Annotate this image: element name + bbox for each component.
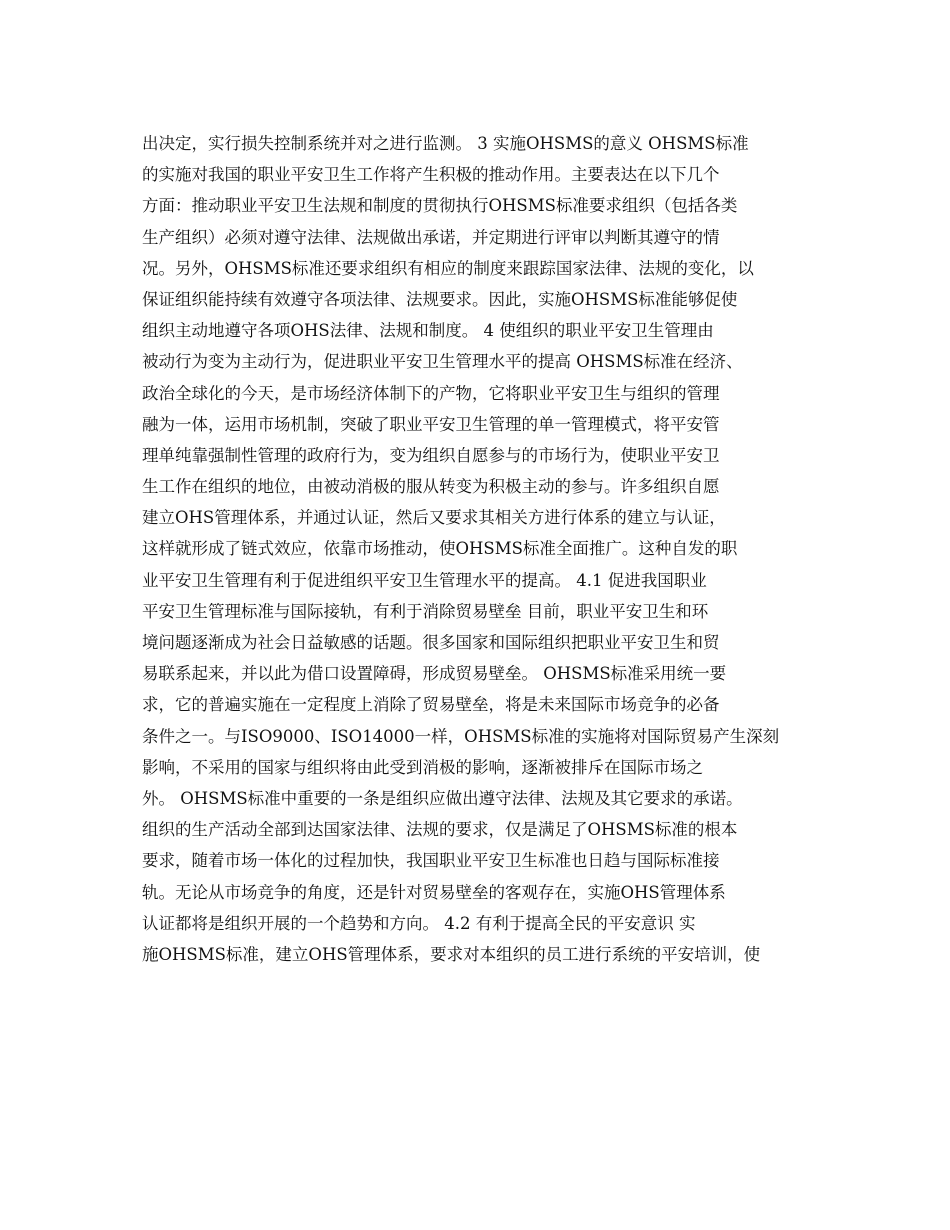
text-line: 施OHSMS标准，建立OHS管理体系，要求对本组织的员工进行系统的平安培训，使 [142,944,761,964]
text-line: 易联系起来，并以此为借口设置障碍，形成贸易壁垒。 OHSMS标准采用统一要 [142,664,727,684]
text-line: 理单纯靠强制性管理的政府行为，变为组织自愿参与的市场行为，使职业平安卫 [142,445,720,465]
text-line: 认证都将是组织开展的一个趋势和方向。 4.2 有利于提高全民的平安意识 实 [142,913,696,933]
text-line: 求，它的普遍实施在一定程度上消除了贸易壁垒，将是未来国际市场竞争的必备 [142,695,720,715]
text-line: 要求，随着市场一体化的过程加快，我国职业平安卫生标准也日趋与国际标准接 [142,851,720,871]
text-line: 保证组织能持续有效遵守各项法律、法规要求。因此，实施OHSMS标准能够促使 [142,289,738,309]
text-line: 组织主动地遵守各项OHS法律、法规和制度。 4 使组织的职业平安卫生管理由 [142,321,714,341]
text-line: 出决定，实行损失控制系统并对之进行监测。 3 实施OHSMS的意义 OHSMS标准 [142,134,749,153]
text-line: 平安卫生管理标准与国际接轨，有利于消除贸易壁垒 目前，职业平安卫生和环 [142,601,709,621]
text-line: 轨。无论从市场竞争的角度，还是针对贸易壁垒的客观存在，实施OHS管理体系 [142,882,726,902]
text-line: 这样就形成了链式效应，依靠市场推动，使OHSMS标准全面推广。这种自发的职 [142,539,738,559]
body-text [142,128,812,970]
text-line: 组织的生产活动全部到达国家法律、法规的要求，仅是满足了OHSMS标准的根本 [142,820,738,840]
text-line: 影响，不采用的国家与组织将由此受到消极的影响，逐渐被排斥在国际市场之 [142,757,703,777]
text-line: 融为一体，运用市场机制，突破了职业平安卫生管理的单一管理模式，将平安管 [142,414,720,434]
text-line: 政治全球化的今天，是市场经济体制下的产物，它将职业平安卫生与组织的管理 [142,383,720,403]
text-line: 被动行为变为主动行为，促进职业平安卫生管理水平的提高 OHSMS标准在经济、 [142,352,743,372]
text-line: 的实施对我国的职业平安卫生工作将产生积极的推动作用。主要表达在以下几个 [142,165,720,185]
text-line: 生工作在组织的地位，由被动消极的服从转变为积极主动的参与。许多组织自愿 [142,477,720,497]
text-line: 建立OHS管理体系，并通过认证，然后又要求其相关方进行体系的建立与认证， [142,508,726,528]
text-line: 方面：推动职业平安卫生法规和制度的贯彻执行OHSMS标准要求组织（包括各类 [142,196,738,216]
text-line: 况。另外，OHSMS标准还要求组织有相应的制度来跟踪国家法律、法规的变化，以 [142,258,754,278]
text-line: 业平安卫生管理有利于促进组织平安卫生管理水平的提高。 4.1 促进我国职业 [142,570,707,590]
text-line: 外。 OHSMS标准中重要的一条是组织应做出遵守法律、法规及其它要求的承诺。 [142,788,743,808]
text-line: 境问题逐渐成为社会日益敏感的话题。很多国家和国际组织把职业平安卫生和贸 [142,633,720,652]
text-line: 生产组织）必须对遵守法律、法规做出承诺，并定期进行评审以判断其遵守的情 [142,227,720,247]
text-line: 条件之一。与ISO9000、ISO14000一样，OHSMS标准的实施将对国际贸易产生深刻 [142,726,780,746]
